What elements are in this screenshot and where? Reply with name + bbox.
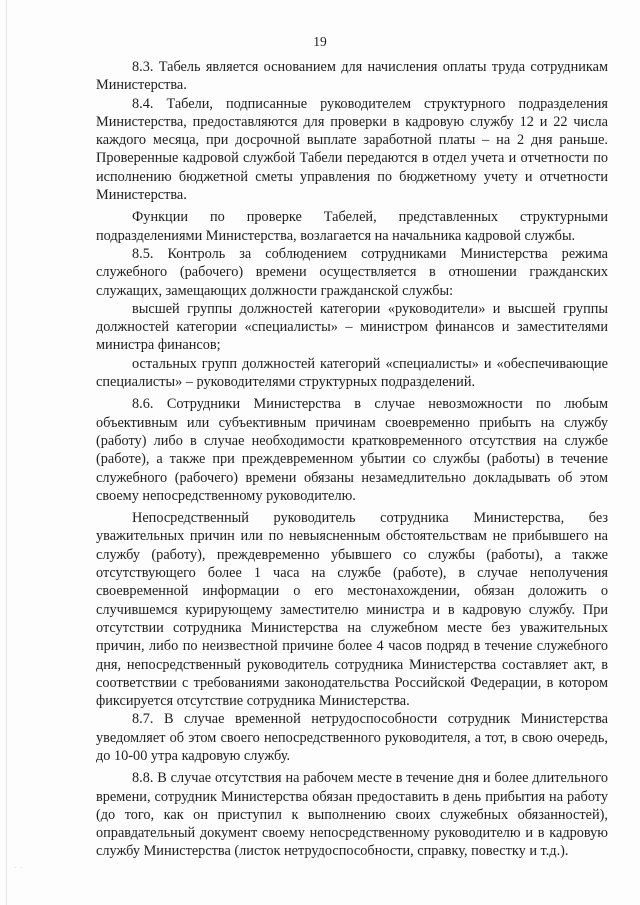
document-body [96,58,608,861]
paragraph-functions: Функции по проверке Табелей, представленных структурными подразделениями Министерства, возлагается на начальника кадровой службы. [96,209,608,244]
paragraph-8-8: 8.8. В случае отсутствия на рабочем месте в течение дня и более длительного времени, сотрудник Министерства обязан предоставить в день прибытия на работу (до того, как он приступил к выполнению своих служебных обязанностей), оправдательный документ своему непосредственному руководителю и в кадровую службу Министерства (листок нетрудоспособности, справку, повестку и т.д.). [96,770,608,860]
paragraph-8-4: 8.4. Табели, подписанные руководителем структурного подразделения Министерства, предоставляются для проверки в кадровую службу 12 и 22 числа каждого месяца, при досрочной выплате заработной платы – на 2 дня раньше. Проверенные кадровой службой Табели передаются в отдел учета и отчетности по исполнению бюджетной сметы управления по бюджетному учету и отчетности Министерства. [96,95,608,204]
paragraph-8-7: 8.7. В случае временной нетрудоспособности сотрудник Министерства уведомляет об этом своего непосредственного руководителя, а тот, в свою очередь, до 10-00 утра кадровую службу. [96,711,608,764]
page-number: 19 [313,34,327,49]
scan-edge [6,0,7,905]
paragraph-8-6: 8.6. Сотрудники Министерства в случае невозможности по любым объективным или субъективным причинам своевременно прибыть на службу (работу) либо в случае необходимости кратковременного отсутствия на службе (работе), а также при преждевременном убытии со службы (работы) в течение служебного (рабочего) времени обязаны незамедлительно докладывать об этом своему непосредственному руководителю. [96,396,608,504]
paragraph-other-groups: остальных групп должностей категорий «специалисты» и «обеспечивающие специалисты» – руководителями структурных подразделений. [96,355,608,391]
scan-artifact: · · [14,864,24,872]
paragraph-highest-group: высшей группы должностей категории «руководители» и высшей группы должностей категории «специалисты» – министром финансов и заместителями министра финансов; [96,300,608,354]
paragraph-8-3: 8.3. Табель является основанием для начисления оплаты труда сотрудникам Министерства. [96,59,608,94]
paragraph-direct-manager: Непосредственный руководитель сотрудника Министерства, без уважительных причин или по невыясненным обстоятельствам не прибывшего на службу (работу), преждевременно убывшего со службы (работы), а также отсутствующего более 1 часа на службе (работе), в случае неполучения своевременной информации о его местонахождении, обязан доложить о случившемся курирующему заместителю министра и в кадровую службу. При отсутствии сотрудника Министерства на служебном месте без уважительных причин, либо по неизвестной причине более 4 часов подряд в течение служебного дня, непосредственный руководитель сотрудника Министерства составляет акт, в соответствии с требованиями законодательства Российской Федерации, в котором фиксируется отсутствие сотрудника Министерства. [96,510,608,710]
paragraph-8-5: 8.5. Контроль за соблюдением сотрудниками Министерства режима служебного (рабочего) времени осуществляется в отношении гражданских служащих, замещающих должности гражданской службы: [96,245,608,299]
